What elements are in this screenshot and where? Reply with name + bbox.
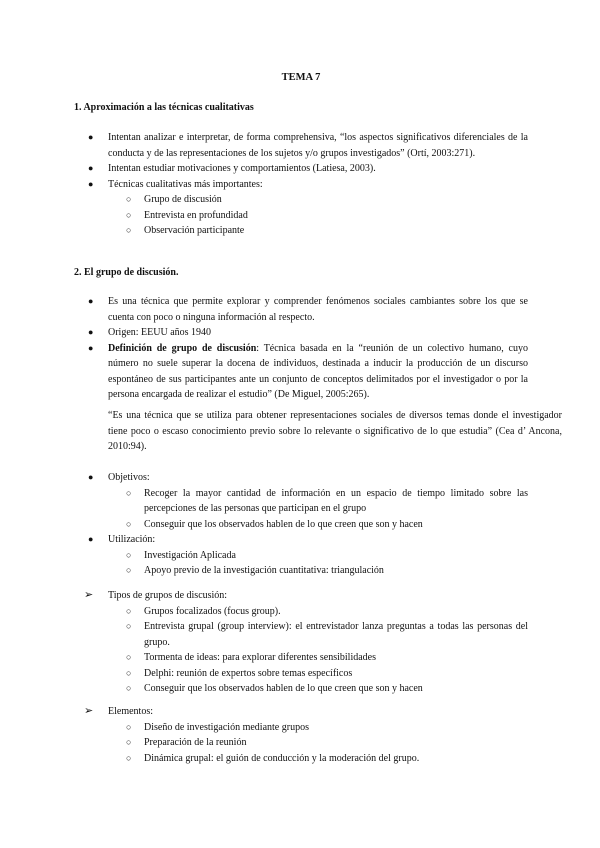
bullet-icon: ●	[88, 327, 94, 337]
circle-bullet-icon: ○	[126, 225, 132, 235]
arrow-bullet-icon: ➢	[84, 589, 94, 601]
sub-item: ○ Apoyo previo de la investigación cuantitativa: triangulación	[74, 563, 528, 579]
sub-item: ○ Delphi: reunión de expertos sobre temas específicos	[74, 666, 528, 682]
circle-bullet-icon: ○	[126, 194, 132, 204]
bullet-icon: ●	[88, 534, 94, 544]
bullet-icon: ●	[88, 163, 94, 173]
arrow-bullet-icon: ➢	[84, 705, 94, 717]
page-title: TEMA 7	[281, 72, 321, 83]
sub-item: ○ Diseño de investigación mediante grupos	[74, 720, 528, 736]
sub-item: ○ Conseguir que los observados hablen de lo que creen que son y hacen	[74, 517, 528, 533]
list-item: ● Es una técnica que permite explorar y comprender fenómenos sociales cambiantes sobre los que se cuenta con poco o ninguna información al respecto.	[88, 296, 528, 323]
circle-bullet-icon: ○	[126, 683, 132, 693]
sub-item: ○ Entrevista grupal (group interview): el entrevistador lanza preguntas a todas las personas del grupo.	[126, 621, 528, 648]
sub-item: ○ Grupo de discusión	[74, 192, 528, 208]
list-item: ● Utilización:	[74, 532, 528, 548]
list-item: ● Intentan analizar e interpretar, de forma comprehensiva, “los aspectos significativos diferenciales de la conducta y de las representaciones de los sujetos y/o grupos investigados” (Ortí, 2003:271).	[88, 132, 528, 159]
sub-item: ○ Tormenta de ideas: para explorar diferentes sensibilidades	[74, 650, 528, 666]
list-item: ● Técnicas cualitativas más importantes:	[74, 177, 528, 193]
circle-bullet-icon: ○	[126, 652, 132, 662]
section-1-heading: 1. Aproximación a las técnicas cualitativas	[74, 102, 254, 113]
section-2-bullets	[74, 294, 528, 403]
sub-item: ○ Observación participante	[74, 223, 528, 239]
bullet-icon: ●	[88, 178, 94, 189]
list-item: ● Origen: EEUU años 1940	[74, 325, 528, 341]
list-item: ➢ Tipos de grupos de discusión:	[74, 588, 528, 604]
list-item: ● Definición de grupo de discusión: Técnica basada en la “reunión de un colectivo humano, cuyo número no suele superar la docena de individuos, destinada a inducir la producción de un discurso espontáneo de sus participantes ante un conjunto de conceptos delimitados por el investigador o por la persona encargada de realizar el estudio” (De Miguel, 2005:265).	[88, 342, 528, 400]
list-item: ● Objetivos:	[74, 470, 528, 486]
sub-item: ○ Grupos focalizados (focus group).	[74, 604, 528, 620]
sub-item: ○ Investigación Aplicada	[74, 548, 528, 564]
bullet-icon: ●	[88, 342, 94, 353]
sub-item: ○ Recoger la mayor cantidad de información en un espacio de tiempo limitado sobre las percepciones de las personas que participan en el grupo	[126, 487, 528, 514]
circle-bullet-icon: ○	[126, 721, 132, 732]
sub-item: ○ Entrevista en profundidad	[74, 208, 528, 224]
sub-item: ○ Dinámica grupal: el guión de conducción y la moderación del grupo.	[74, 751, 528, 767]
circle-bullet-icon: ○	[126, 518, 132, 529]
quote-paragraph: “Es una técnica que se utiliza para obtener representaciones sociales de diversos temas donde el investigador tiene poco o escaso conocimiento previo sobre lo relevante o significativo de lo que estudia” (Cea d’ Ancona, 2010:94).	[108, 410, 562, 452]
list-item: ➢ Elementos:	[74, 704, 528, 720]
circle-bullet-icon: ○	[126, 487, 132, 498]
circle-bullet-icon: ○	[126, 605, 132, 616]
circle-bullet-icon: ○	[126, 752, 132, 763]
circle-bullet-icon: ○	[126, 667, 132, 678]
circle-bullet-icon: ○	[126, 209, 132, 220]
elementos-list	[74, 704, 528, 766]
section-1-bullets	[74, 130, 528, 239]
bullet-icon: ●	[88, 472, 94, 482]
circle-bullet-icon: ○	[126, 549, 132, 560]
definition-term: Definición de grupo de discusión	[108, 342, 257, 354]
sub-item: ○ Conseguir que los observados hablen de lo que creen que son y hacen	[74, 681, 528, 697]
tipos-list	[74, 588, 528, 697]
list-item: ● Intentan estudiar motivaciones y comportamientos (Latiesa, 2003).	[74, 161, 528, 177]
bullet-icon: ●	[88, 296, 94, 306]
circle-bullet-icon: ○	[126, 737, 132, 747]
sub-item: ○ Preparación de la reunión	[74, 735, 528, 751]
bullet-icon: ●	[88, 132, 94, 142]
circle-bullet-icon: ○	[126, 565, 132, 575]
objetivos-list	[74, 470, 528, 579]
section-2-heading: 2. El grupo de discusión.	[74, 267, 179, 278]
circle-bullet-icon: ○	[126, 621, 132, 631]
